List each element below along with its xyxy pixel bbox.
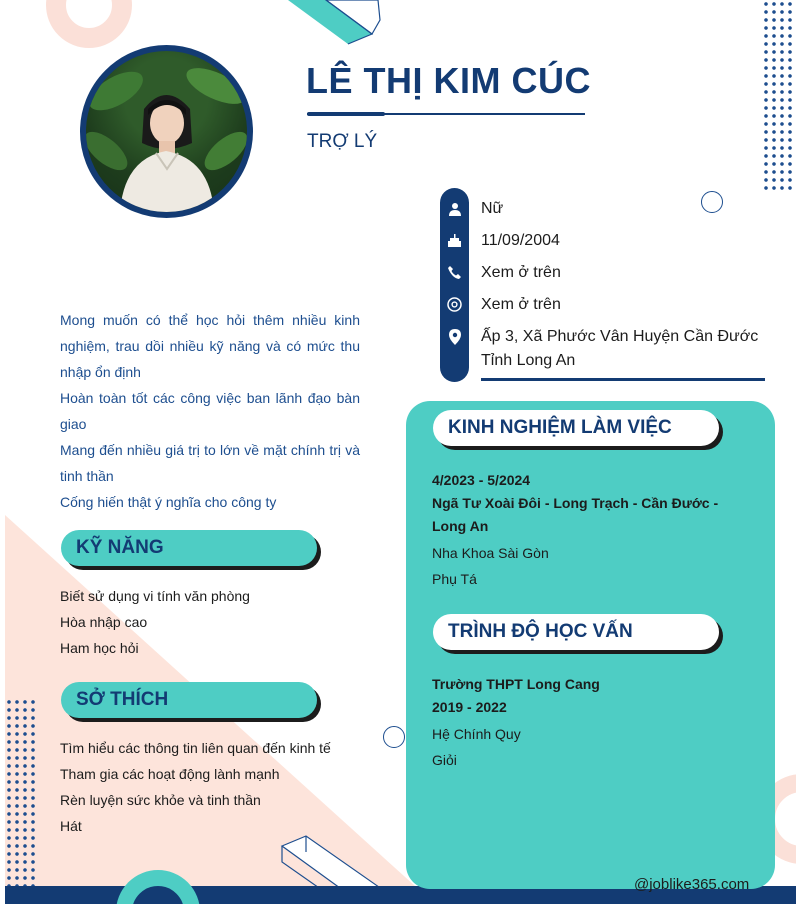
experience-location: Ngã Tư Xoài Đôi - Long Trạch - Cần Đước - Long An <box>432 495 719 534</box>
skills-header: KỸ NĂNG <box>61 530 317 566</box>
watermark: @joblike365.com <box>634 876 750 893</box>
email-value: Xem ở trên <box>481 296 561 313</box>
profile-photo <box>80 45 253 218</box>
objective-line: Mang đến nhiều giá trị to lớn về mặt chính trị và tinh thần <box>60 442 360 484</box>
education-grade: Giỏi <box>432 752 457 768</box>
experience-position: Phụ Tá <box>432 571 477 587</box>
address-line-2: Tỉnh Long An <box>481 352 576 369</box>
list-item: Ham học hỏi <box>60 640 139 656</box>
career-objective <box>60 307 360 515</box>
address-line-1: Ấp 3, Xã Phước Vân Huyện Cần Đước <box>481 328 759 345</box>
skills-list <box>60 583 360 661</box>
list-item: Biết sử dụng vi tính văn phòng <box>60 588 250 604</box>
education-type: Hệ Chính Quy <box>432 726 521 742</box>
cake-icon <box>443 229 466 252</box>
job-title: TRỢ LÝ <box>307 131 378 152</box>
objective-line: Mong muốn có thể học hỏi thêm nhiều kinh nghiệm, trau dồi nhiều kỹ năng và có mức thu nhập ổn định <box>60 312 360 380</box>
education-header: TRÌNH ĐỘ HỌC VẤN <box>433 614 719 650</box>
location-pin-icon <box>443 325 466 348</box>
phone-icon <box>443 261 466 284</box>
decorative-dots-left <box>5 698 37 888</box>
list-item: Hát <box>60 818 82 834</box>
birthday-value: 11/09/2004 <box>481 232 560 249</box>
email-icon <box>443 293 466 316</box>
list-item: Tham gia các hoạt động lành mạnh <box>60 766 280 782</box>
decorative-small-ring <box>383 726 405 748</box>
education-period: 2019 - 2022 <box>432 699 507 715</box>
objective-line: Hoàn toàn tốt các công việc ban lãnh đạo bàn giao <box>60 390 360 432</box>
list-item: Rèn luyện sức khỏe và tinh thần <box>60 792 261 808</box>
experience-company: Nha Khoa Sài Gòn <box>432 545 549 561</box>
experience-period: 4/2023 - 5/2024 <box>432 472 531 488</box>
user-icon <box>443 197 466 220</box>
objective-line: Cống hiến thật ý nghĩa cho công ty <box>60 494 277 510</box>
education-details <box>432 673 752 773</box>
decorative-3d-bar-top <box>288 0 384 48</box>
decorative-ring-top <box>46 0 132 48</box>
hobbies-list <box>60 735 380 839</box>
hobbies-header: SỞ THÍCH <box>61 682 317 718</box>
decorative-dots-right <box>762 0 796 190</box>
education-school: Trường THPT Long Cang <box>432 676 600 692</box>
phone-value: Xem ở trên <box>481 264 561 281</box>
experience-header: KINH NGHIỆM LÀM VIỆC <box>433 410 719 446</box>
experience-details <box>432 469 752 592</box>
list-item: Hòa nhập cao <box>60 614 148 630</box>
gender-value: Nữ <box>481 200 504 217</box>
candidate-name: LÊ THỊ KIM CÚC <box>306 60 591 101</box>
list-item: Tìm hiểu các thông tin liên quan đến kinh tế <box>60 740 331 756</box>
address-value <box>481 325 771 373</box>
contact-underline <box>481 378 765 381</box>
name-underline-accent <box>307 112 385 116</box>
